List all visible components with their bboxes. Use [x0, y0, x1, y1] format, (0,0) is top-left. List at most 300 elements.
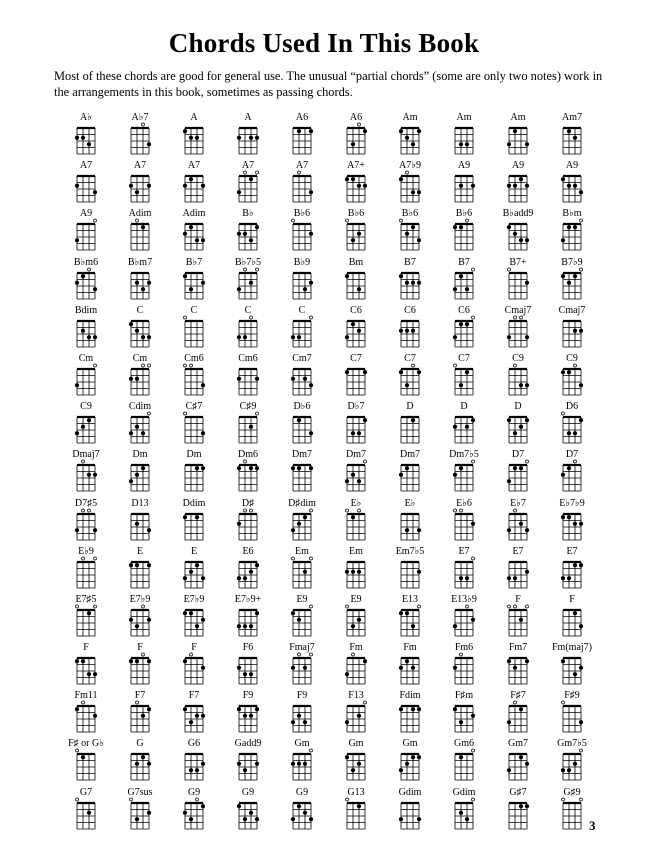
chord-diagram: [441, 315, 495, 351]
chord-cell: [117, 787, 171, 835]
chord-cell: [387, 594, 441, 642]
chord-name: Em7♭5: [395, 545, 425, 557]
chord-cell: [63, 305, 117, 353]
chord-name: A7+: [347, 160, 365, 172]
chord-diagram: [549, 122, 603, 158]
chord-diagram: [225, 700, 279, 736]
chord-name: C9: [512, 352, 524, 364]
chord-diagram: [117, 122, 171, 158]
chord-diagram: [63, 315, 117, 351]
chord-name: Dm7: [292, 449, 312, 461]
chord-cell: [171, 208, 225, 256]
chord-name: D6: [565, 401, 579, 413]
chord-name: A7: [133, 160, 147, 172]
chord-cell: [117, 305, 171, 353]
chord-name: Dm7♭5: [449, 449, 479, 461]
chord-cell: [117, 353, 171, 401]
chord-name: Dm: [132, 449, 148, 461]
chord-cell: [117, 449, 171, 497]
chord-diagram: [441, 170, 495, 206]
chord-cell: [441, 257, 495, 305]
chord-cell: [225, 738, 279, 786]
chord-name: Em: [295, 545, 309, 557]
chord-cell: [279, 208, 333, 256]
chord-diagram: [333, 797, 387, 833]
chord-name: B7+: [509, 256, 527, 268]
chord-diagram: [63, 363, 117, 399]
chord-name: Am: [456, 112, 472, 123]
chord-diagram: [279, 267, 333, 303]
chord-diagram: [171, 604, 225, 640]
chord-cell: [387, 787, 441, 835]
chord-diagram: [387, 652, 441, 688]
chord-cell: [225, 498, 279, 546]
chord-diagram: [279, 604, 333, 640]
chord-cell: [495, 738, 549, 786]
chord-diagram: [171, 748, 225, 784]
chord-cell: [549, 208, 603, 256]
chord-name: A9: [565, 160, 579, 172]
chord-cell: [279, 738, 333, 786]
chord-name: E7: [458, 545, 470, 557]
chord-diagram: [171, 218, 225, 254]
chord-cell: [279, 353, 333, 401]
chord-diagram: [279, 459, 333, 495]
chord-cell: [225, 449, 279, 497]
chord-diagram: [495, 170, 549, 206]
chord-name: G9: [187, 786, 201, 798]
chord-name: B7♭9: [561, 256, 583, 268]
chord-diagram: [333, 315, 387, 351]
chord-cell: [225, 208, 279, 256]
chord-cell: [171, 546, 225, 594]
chord-name: D♭7: [347, 401, 365, 413]
chord-diagram: [333, 411, 387, 447]
chord-diagram: [549, 652, 603, 688]
chord-cell: [495, 305, 549, 353]
chord-cell: [495, 787, 549, 835]
chord-row: [63, 546, 603, 594]
chord-name: Gm7: [508, 738, 528, 750]
chord-name: E♭: [350, 497, 362, 509]
chord-cell: [225, 112, 279, 160]
chord-name: B♭6: [401, 208, 419, 220]
chord-diagram: [63, 556, 117, 592]
chord-diagram: [225, 508, 279, 544]
chord-diagram: [225, 604, 279, 640]
page-title: Chords Used In This Book: [168, 28, 480, 58]
chord-diagram: [279, 315, 333, 351]
chord-name: Adim: [182, 208, 206, 220]
chord-diagram: [171, 122, 225, 158]
chord-name: Fm6: [454, 642, 474, 654]
chord-cell: [549, 257, 603, 305]
chord-cell: [549, 160, 603, 208]
chord-diagram: [441, 652, 495, 688]
chord-name: Fm: [349, 642, 363, 654]
chord-diagram: [117, 508, 171, 544]
chord-diagram: [225, 797, 279, 833]
chord-cell: [171, 642, 225, 690]
chord-diagram: [171, 363, 225, 399]
chord-cell: [387, 208, 441, 256]
chord-cell: [171, 305, 225, 353]
chord-diagram: [279, 170, 333, 206]
chord-cell: [495, 498, 549, 546]
chord-cell: [117, 642, 171, 690]
chord-name: Cm6: [238, 352, 258, 364]
chord-cell: [387, 305, 441, 353]
chord-name: F7: [134, 690, 146, 702]
chord-cell: [549, 353, 603, 401]
chord-name: G♯9: [563, 786, 581, 798]
chord-name: B♭6: [455, 208, 473, 220]
chord-cell: [441, 642, 495, 690]
chord-diagram: [171, 508, 225, 544]
chord-name: B♭7: [185, 256, 203, 268]
chord-diagram: [171, 315, 225, 351]
chord-diagram: [117, 411, 171, 447]
chord-diagram: [387, 748, 441, 784]
chord-diagram: [117, 700, 171, 736]
chord-diagram: [387, 797, 441, 833]
chord-name: E7: [566, 545, 578, 557]
chord-cell: [387, 257, 441, 305]
chord-row: [63, 594, 603, 642]
chord-cell: [63, 594, 117, 642]
chord-diagram: [63, 170, 117, 206]
chord-diagram: [441, 700, 495, 736]
chord-name: G7: [79, 786, 93, 798]
chord-cell: [441, 401, 495, 449]
chord-diagram: [279, 748, 333, 784]
chord-diagram: [63, 748, 117, 784]
chord-cell: [495, 112, 549, 160]
chord-name: C♯9: [239, 401, 257, 413]
chord-cell: [549, 642, 603, 690]
chord-diagram: [495, 556, 549, 592]
chord-name: A9: [79, 208, 93, 220]
chord-diagram: [495, 748, 549, 784]
chord-cell: [279, 594, 333, 642]
chord-name: F♯9: [564, 690, 580, 702]
chord-diagram: [549, 556, 603, 592]
chord-cell: [441, 546, 495, 594]
chord-cell: [117, 690, 171, 738]
chord-name: F: [83, 642, 89, 654]
chord-row: [63, 787, 603, 835]
chord-name: E7♭9: [129, 593, 151, 605]
chord-diagram: [333, 267, 387, 303]
chord-diagram: [225, 363, 279, 399]
chord-name: Fm7: [508, 642, 528, 654]
chord-diagram: [63, 459, 117, 495]
chord-cell: [225, 305, 279, 353]
chord-cell: [63, 208, 117, 256]
chord-cell: [117, 112, 171, 160]
chord-diagram: [225, 748, 279, 784]
chord-name: G13: [347, 786, 365, 798]
chord-name: Gadd9: [234, 738, 262, 750]
chord-diagram: [495, 315, 549, 351]
chord-name: Dm: [186, 449, 202, 461]
chord-name: Gm: [294, 738, 310, 750]
chord-diagram: [441, 604, 495, 640]
chord-name: A♭: [80, 112, 92, 123]
chord-diagram: [495, 122, 549, 158]
chord-name: Dm7: [346, 449, 366, 461]
chord-diagram: [279, 556, 333, 592]
chord-cell: [333, 498, 387, 546]
chord-cell: [333, 353, 387, 401]
chord-name: Ddim: [182, 497, 206, 509]
chord-diagram: [387, 508, 441, 544]
chord-diagram: [495, 797, 549, 833]
chord-diagram: [279, 797, 333, 833]
chord-name: E♭7: [510, 497, 526, 509]
chord-cell: [549, 738, 603, 786]
chord-cell: [63, 787, 117, 835]
chord-diagram: [225, 459, 279, 495]
chord-row: [63, 690, 603, 738]
chord-name: C: [190, 304, 198, 316]
chord-row: [63, 401, 603, 449]
chord-cell: [63, 546, 117, 594]
chord-cell: [63, 401, 117, 449]
chord-diagram: [171, 411, 225, 447]
chord-name: E: [190, 545, 198, 557]
chord-cell: [333, 160, 387, 208]
chord-name: Gm: [348, 738, 364, 750]
chord-diagram: [495, 267, 549, 303]
chord-diagram: [279, 218, 333, 254]
chord-cell: [117, 594, 171, 642]
chord-diagram: [279, 700, 333, 736]
chord-cell: [279, 690, 333, 738]
chord-chart-grid: [63, 112, 603, 835]
chord-name: Am7: [562, 112, 582, 123]
chord-cell: [63, 738, 117, 786]
chord-diagram: [549, 170, 603, 206]
chord-cell: [279, 642, 333, 690]
chord-name: A♭7: [131, 112, 149, 123]
chord-name: D7: [511, 449, 525, 461]
chord-name: E7: [512, 545, 524, 557]
chord-diagram: [333, 652, 387, 688]
chord-cell: [225, 787, 279, 835]
chord-name: C9: [566, 352, 578, 364]
chord-cell: [333, 594, 387, 642]
chord-diagram: [549, 315, 603, 351]
chord-name: D7: [565, 449, 579, 461]
chord-name: F: [515, 593, 521, 605]
chord-cell: [117, 160, 171, 208]
chord-diagram: [171, 700, 225, 736]
chord-cell: [387, 353, 441, 401]
chord-diagram: [63, 411, 117, 447]
chord-cell: [495, 257, 549, 305]
chord-cell: [387, 498, 441, 546]
chord-name: F♯7: [510, 690, 526, 702]
chord-row: [63, 738, 603, 786]
chord-diagram: [387, 363, 441, 399]
chord-cell: [495, 546, 549, 594]
chord-cell: [549, 401, 603, 449]
chord-name: F9: [296, 690, 308, 702]
chord-diagram: [387, 122, 441, 158]
chord-cell: [117, 208, 171, 256]
chord-diagram: [225, 122, 279, 158]
chord-diagram: [117, 315, 171, 351]
chord-name: Cm: [132, 352, 148, 364]
chord-diagram: [171, 267, 225, 303]
chord-diagram: [495, 508, 549, 544]
chord-name: Gm: [402, 738, 418, 750]
chord-name: A9: [457, 160, 471, 172]
chord-diagram: [333, 170, 387, 206]
chord-cell: [387, 401, 441, 449]
chord-diagram: [387, 267, 441, 303]
chord-diagram: [387, 411, 441, 447]
chord-diagram: [333, 122, 387, 158]
chord-name: E♭7♭9: [559, 497, 585, 509]
chord-cell: [63, 690, 117, 738]
chord-diagram: [387, 315, 441, 351]
chord-name: G: [136, 738, 144, 750]
chord-name: A7: [79, 160, 93, 172]
chord-name: G6: [187, 738, 201, 750]
chord-name: A7: [295, 160, 309, 172]
chord-row: [63, 257, 603, 305]
chord-diagram: [63, 604, 117, 640]
chord-diagram: [441, 267, 495, 303]
chord-name: E9: [350, 593, 362, 605]
chord-cell: [441, 449, 495, 497]
chord-diagram: [549, 411, 603, 447]
chord-diagram: [171, 556, 225, 592]
chord-diagram: [63, 508, 117, 544]
chord-diagram: [117, 459, 171, 495]
chord-name: Cm6: [184, 352, 204, 364]
chord-diagram: [549, 604, 603, 640]
chord-diagram: [117, 604, 171, 640]
chord-cell: [333, 546, 387, 594]
chord-cell: [441, 112, 495, 160]
chord-diagram: [333, 556, 387, 592]
chord-diagram: [549, 508, 603, 544]
chord-cell: [441, 738, 495, 786]
chord-name: Gdim: [452, 786, 476, 798]
chord-diagram: [279, 652, 333, 688]
chord-name: B♭: [242, 208, 254, 220]
chord-cell: [441, 305, 495, 353]
chord-diagram: [225, 411, 279, 447]
chord-diagram: [495, 218, 549, 254]
chord-diagram: [171, 652, 225, 688]
chord-name: Dm7: [400, 449, 420, 461]
chord-name: D7♯5: [74, 497, 98, 509]
chord-diagram: [495, 411, 549, 447]
chord-diagram: [117, 556, 171, 592]
chord-cell: [333, 449, 387, 497]
chord-name: F9: [242, 690, 254, 702]
chord-name: C7: [458, 352, 470, 364]
chord-cell: [171, 690, 225, 738]
chord-diagram: [117, 652, 171, 688]
chord-cell: [171, 594, 225, 642]
chord-name: Fdim: [399, 690, 421, 702]
chord-diagram: [441, 556, 495, 592]
chord-diagram: [495, 604, 549, 640]
chord-row: [63, 112, 603, 160]
chord-cell: [549, 112, 603, 160]
chord-cell: [333, 305, 387, 353]
chord-name: D13: [131, 497, 149, 509]
chord-cell: [279, 787, 333, 835]
chord-cell: [441, 498, 495, 546]
chord-diagram: [225, 652, 279, 688]
chord-name: G♯7: [509, 786, 527, 798]
chord-diagram: [495, 652, 549, 688]
chord-name: B♭m: [562, 208, 582, 220]
chord-row: [63, 160, 603, 208]
chord-diagram: [387, 170, 441, 206]
chord-name: B♭6: [347, 208, 365, 220]
chord-name: F♯m: [454, 690, 474, 702]
chord-name: Gm7♭5: [557, 738, 587, 750]
chord-name: C6: [458, 304, 470, 316]
chord-cell: [549, 690, 603, 738]
chord-name: A9: [511, 160, 525, 172]
chord-cell: [333, 642, 387, 690]
chord-diagram: [117, 797, 171, 833]
chord-diagram: [549, 748, 603, 784]
chord-name: F7: [188, 690, 200, 702]
chord-cell: [495, 160, 549, 208]
chord-name: D♭6: [293, 401, 311, 413]
chord-cell: [171, 738, 225, 786]
chord-cell: [333, 690, 387, 738]
chord-diagram: [117, 218, 171, 254]
chord-diagram: [333, 218, 387, 254]
chord-diagram: [495, 363, 549, 399]
chord-cell: [333, 738, 387, 786]
chord-name: B♭add9: [502, 208, 534, 220]
chord-name: E7♭9+: [234, 593, 262, 605]
chord-name: E7♯5: [75, 593, 97, 605]
chord-diagram: [333, 748, 387, 784]
chord-cell: [333, 112, 387, 160]
chord-diagram: [63, 122, 117, 158]
chord-name: E13♭9: [451, 593, 477, 605]
chord-name: E13: [401, 593, 419, 605]
chord-name: B♭9: [293, 256, 311, 268]
chord-name: Fm11: [74, 690, 98, 702]
chord-diagram: [549, 363, 603, 399]
chord-cell: [171, 787, 225, 835]
chord-cell: [63, 449, 117, 497]
chord-diagram: [225, 267, 279, 303]
chord-cell: [279, 498, 333, 546]
chord-diagram: [117, 363, 171, 399]
chord-cell: [441, 160, 495, 208]
chord-name: D♯: [241, 497, 255, 509]
chord-diagram: [171, 797, 225, 833]
chord-name: A: [244, 112, 252, 123]
chord-cell: [225, 160, 279, 208]
chord-cell: [441, 787, 495, 835]
chord-cell: [495, 208, 549, 256]
